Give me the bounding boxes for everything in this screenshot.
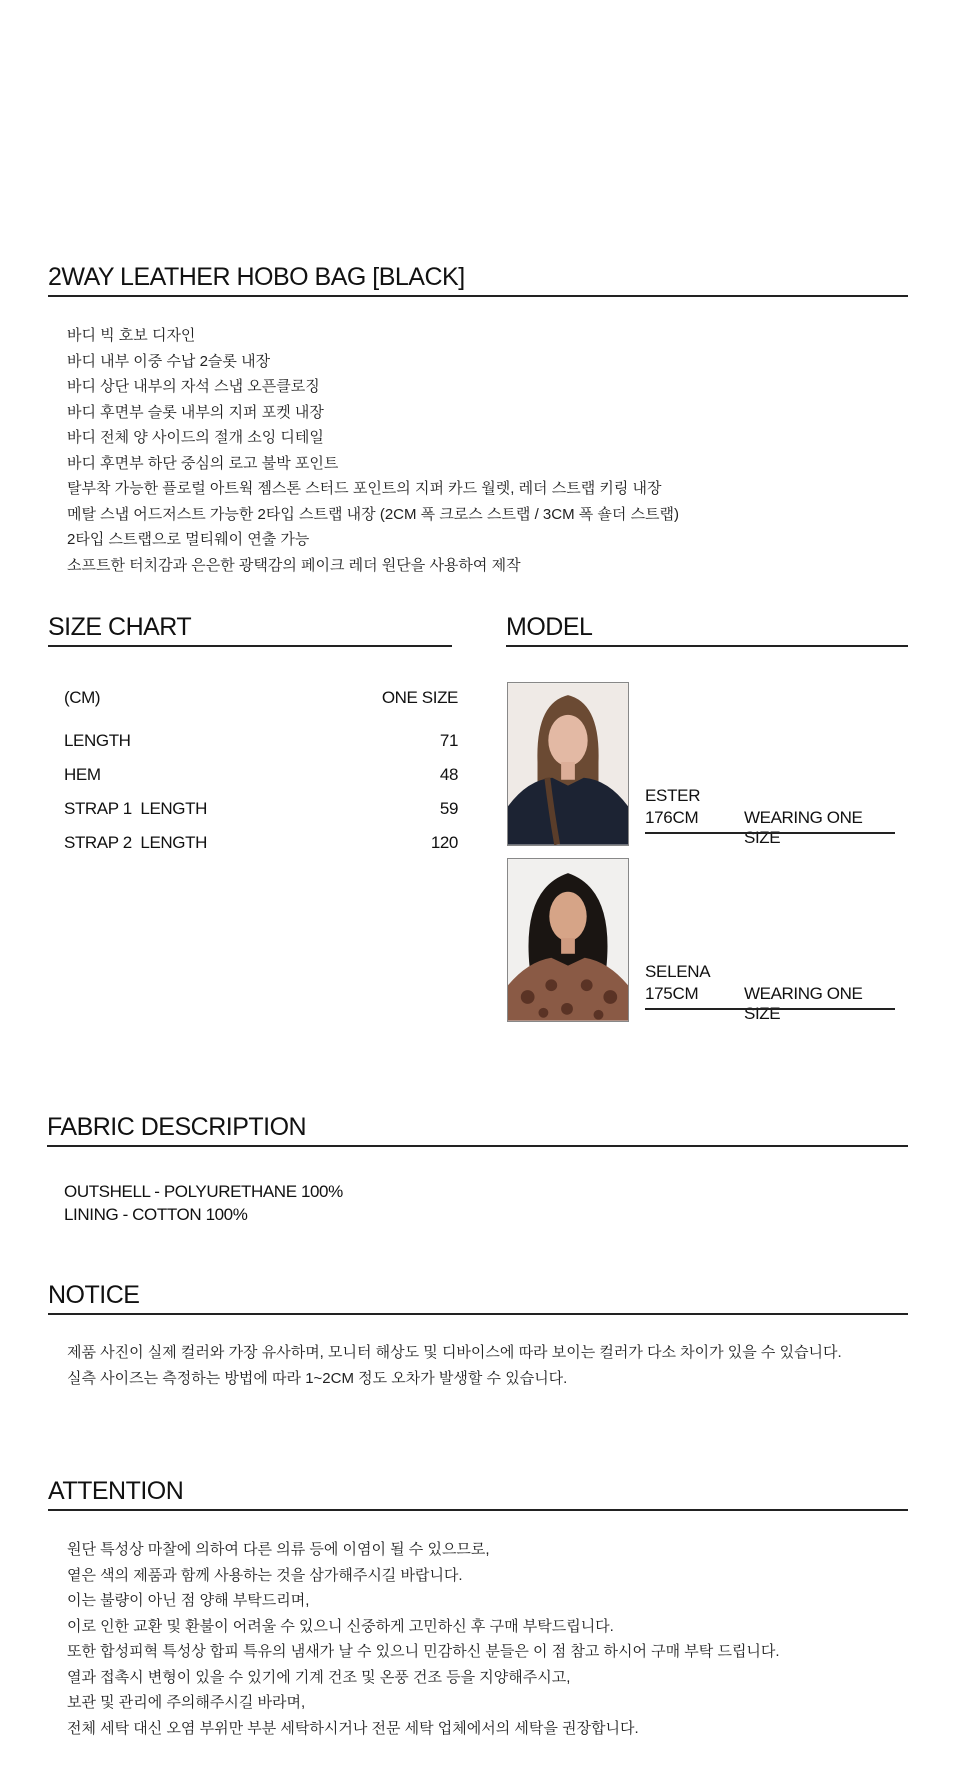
fabric-lines [64,1180,343,1226]
notice-title: NOTICE [48,1280,908,1315]
feature-item: 바디 후면부 슬롯 내부의 지퍼 포켓 내장 [67,403,324,421]
model-card-ester [507,682,897,847]
feature-item: 바디 내부 이중 수납 2슬롯 내장 [67,352,271,370]
model-photo-illustration [508,683,628,845]
attention-line: 이로 인한 교환 및 환불이 어려울 수 있으니 신중하게 고민하신 후 구매 부탁드립니다. [67,1617,614,1635]
attention-line: 옅은 색의 제품과 함께 사용하는 것을 삼가해주시길 바랍니다. [67,1566,463,1584]
size-row [64,826,458,860]
model-photo [507,682,629,846]
model-title: MODEL [506,612,908,647]
size-chart-header [64,678,458,718]
size-row-value: 48 [439,765,458,784]
size-row-value: 59 [439,799,458,818]
feature-list [67,323,679,578]
feature-item: 메탈 스냅 어드저스트 가능한 2타입 스트랩 내장 (2CM 폭 크로스 스트랩 / 3CM 폭 숄더 스트랩) [67,505,680,523]
attention-line: 또한 합성피혁 특성상 합피 특유의 냄새가 날 수 있으니 민감하신 분들은 이 점 참고 하시어 구매 부탁 드립니다. [67,1643,780,1660]
product-title: 2WAY LEATHER HOBO BAG [BLACK] [48,262,908,297]
size-row-label: STRAP 2 LENGTH [64,833,207,852]
size-row [64,792,458,826]
model-height: 176CM [645,808,699,827]
feature-item: 바디 전체 양 사이드의 절개 소잉 디테일 [67,429,324,446]
attention-line: 이는 불량이 아닌 점 양해 부탁드리며, [67,1592,310,1609]
size-row-label: STRAP 1 LENGTH [64,799,207,818]
size-row [64,724,458,758]
attention-line: 원단 특성상 마찰에 의하여 다른 의류 등에 이염이 될 수 있으므로, [67,1541,490,1558]
size-row-label: LENGTH [64,731,131,750]
model-photo-illustration [508,859,628,1021]
feature-item: 바디 후면부 하단 중심의 로고 불박 포인트 [67,454,339,472]
notice-line: 제품 사진이 실제 컬러와 가장 유사하며, 모니터 해상도 및 디바이스에 따라 보이는 컬러가 다소 차이가 있을 수 있습니다. [67,1344,842,1361]
attention-line: 전체 세탁 대신 오염 부위만 부분 세탁하시거나 전문 세탁 업체에서의 세탁을 권장합니다. [67,1719,639,1737]
model-wearing-size: WEARING ONE SIZE [744,808,863,847]
attention-title: ATTENTION [48,1476,908,1511]
size-row-value: 71 [439,731,458,750]
divider [645,1008,895,1010]
fabric-line: OUTSHELL - POLYURETHANE 100% [64,1182,343,1201]
unit-label: (CM) [64,688,101,707]
attention-line: 열과 접촉시 변형이 있을 수 있기에 기계 건조 및 온풍 건조 등을 지양해주시고, [67,1668,571,1686]
size-chart-table [64,678,458,860]
size-row-value: 120 [430,833,458,852]
model-name: ESTER [645,786,701,805]
feature-item: 2타입 스트랩으로 멀티웨이 연출 가능 [67,531,310,548]
divider [645,832,895,834]
attention-line: 보관 및 관리에 주의해주시길 바라며, [67,1694,306,1711]
fabric-line: LINING - COTTON 100% [64,1205,248,1224]
feature-item: 소프트한 터치감과 은은한 광택감의 페이크 레더 원단을 사용하여 제작 [67,556,521,574]
model-wearing-size: WEARING ONE SIZE [744,984,863,1023]
notice-lines [67,1340,842,1391]
model-name: SELENA [645,962,711,981]
fabric-title: FABRIC DESCRIPTION [47,1112,908,1147]
size-label: ONE SIZE [381,688,458,707]
feature-item: 바디 상단 내부의 자석 스냅 오픈클로징 [67,378,320,395]
model-card-selena [507,858,897,1023]
model-height: 175CM [645,984,699,1003]
size-chart-title: SIZE CHART [48,612,452,647]
feature-item: 탈부착 가능한 플로럴 아트웍 젬스톤 스터드 포인트의 지퍼 카드 월렛, 레더 스트랩 키링 내장 [67,480,662,497]
size-row [64,758,458,792]
attention-lines [67,1537,780,1741]
feature-item: 바디 빅 호보 디자인 [67,327,196,344]
size-row-label: HEM [64,765,101,784]
notice-line: 실측 사이즈는 측정하는 방법에 따라 1~2CM 정도 오차가 발생할 수 있습니다. [67,1369,568,1387]
model-photo [507,858,629,1022]
